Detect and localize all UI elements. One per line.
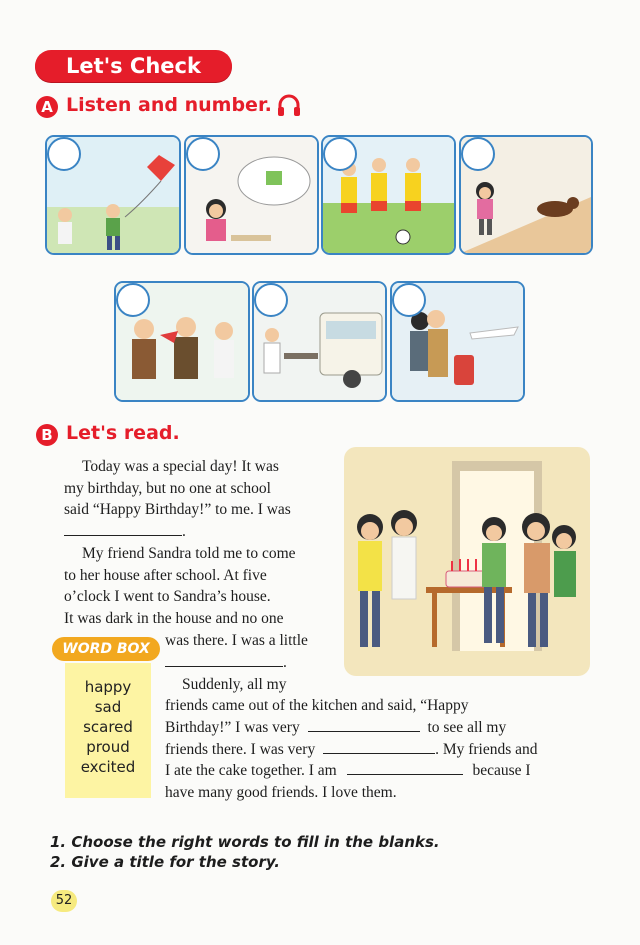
word-box-word: sad: [94, 698, 122, 716]
birthday-party-illustration: [344, 447, 590, 676]
story-line: have many good friends. I love them.: [165, 784, 397, 801]
section-b-title: Let's read.: [66, 422, 180, 444]
task-2: 2. Give a title for the story.: [50, 853, 280, 871]
number-circle-4[interactable]: [461, 137, 495, 171]
story-line: Today was a special day! It was: [82, 458, 279, 475]
section-a-letter: A: [36, 96, 58, 118]
answer-blank-1[interactable]: [64, 521, 182, 536]
number-circle-5[interactable]: [116, 283, 150, 317]
headphones-icon[interactable]: [276, 93, 302, 119]
number-circle-3[interactable]: [323, 137, 357, 171]
page-number: 52: [51, 890, 77, 912]
number-circle-7[interactable]: [392, 283, 426, 317]
story-line: Suddenly, all my: [182, 676, 287, 693]
story-line: It was dark in the house and no one: [64, 610, 284, 627]
story-line: to her house after school. At five: [64, 567, 267, 584]
number-circle-2[interactable]: [186, 137, 220, 171]
number-circle-1[interactable]: [47, 137, 81, 171]
answer-blank-4[interactable]: [323, 739, 435, 754]
word-box: [65, 663, 151, 798]
story-line: friends came out of the kitchen and said, “Happy: [165, 697, 469, 714]
story-line-with-blank-5: I ate the cake together. I am because I: [165, 762, 531, 779]
story-line: o’clock I went to Sandra’s house.: [64, 588, 271, 605]
section-b-letter: B: [36, 424, 58, 446]
answer-blank-3[interactable]: [308, 717, 420, 732]
word-box-word: scared: [83, 718, 133, 736]
number-circle-6[interactable]: [254, 283, 288, 317]
story-line-with-blank-4: friends there. I was very . My friends and: [165, 741, 538, 758]
task-1: 1. Choose the right words to fill in the blanks.: [50, 833, 440, 851]
answer-blank-5[interactable]: [347, 760, 463, 775]
word-box-word: happy: [84, 678, 132, 696]
section-header-title: Let's Check: [35, 50, 232, 82]
story-line-with-blank-3: Birthday!” I was very to see all my: [165, 719, 507, 736]
story-line-with-blank-2: .: [165, 652, 287, 674]
story-line: my birthday, but no one at school: [64, 480, 271, 497]
word-box-word: excited: [80, 758, 136, 776]
answer-blank-2[interactable]: [165, 652, 283, 667]
section-a-title: Listen and number.: [66, 94, 272, 116]
word-box-word: proud: [86, 738, 130, 756]
story-line: was there. I was a little: [165, 632, 308, 649]
story-line: My friend Sandra told me to come: [82, 545, 296, 562]
word-box-title: WORD BOX: [52, 637, 160, 661]
story-line: said “Happy Birthday!” to me. I was: [64, 501, 291, 518]
story-line-with-blank-1: .: [64, 521, 186, 543]
